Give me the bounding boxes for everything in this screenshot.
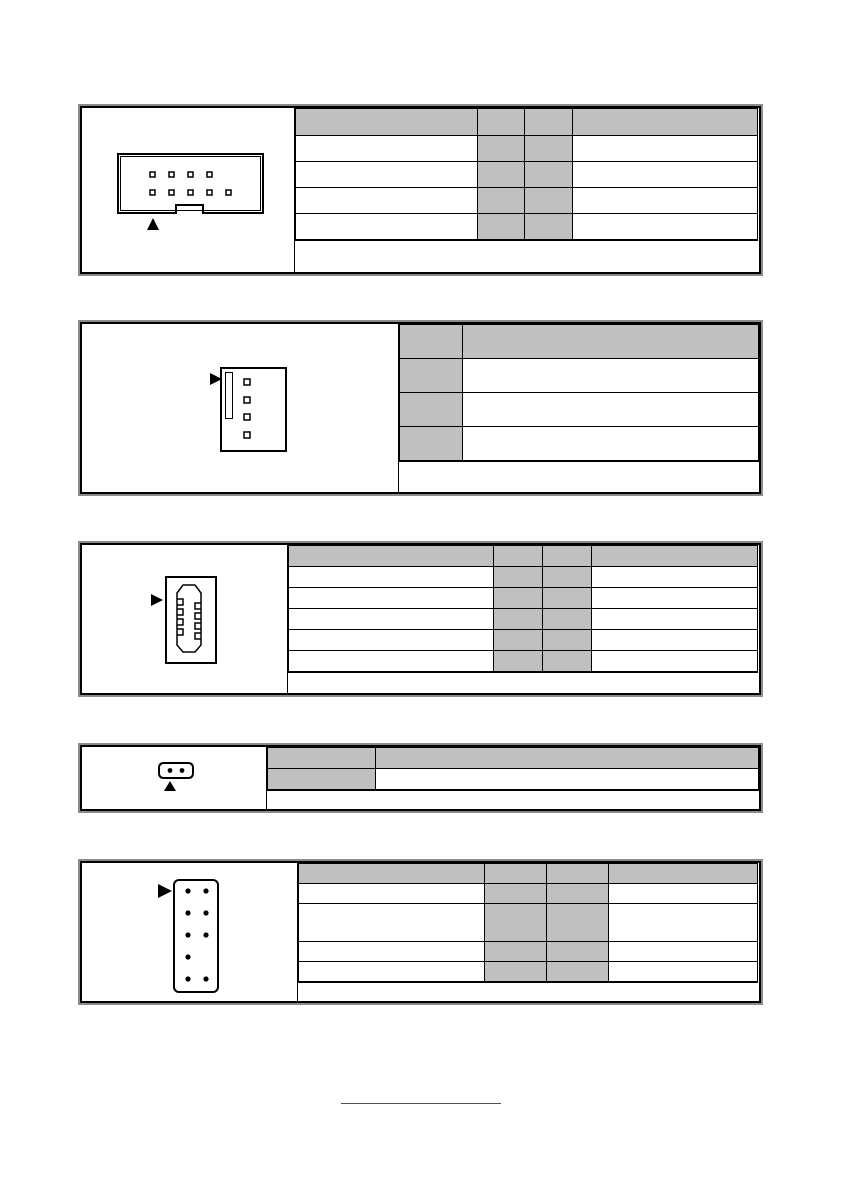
connector-panel-5 (80, 861, 761, 1003)
table-cell (462, 427, 758, 461)
table-cell (543, 588, 592, 609)
table-cell (296, 188, 478, 214)
table-cell (547, 942, 609, 962)
table-cell (485, 942, 547, 962)
table-row (289, 588, 758, 609)
footer-link[interactable] (341, 1103, 501, 1104)
table-cell (478, 188, 525, 214)
table-cell (462, 461, 758, 462)
table-cell (478, 162, 525, 188)
table-cell (462, 359, 758, 393)
table-cell (375, 790, 758, 791)
column-header (478, 109, 525, 136)
table-cell (299, 904, 485, 942)
table-row (296, 188, 758, 214)
table-cell (592, 567, 758, 588)
table-cell (289, 651, 494, 672)
pin1-arrow-icon (147, 218, 159, 230)
table-cell (289, 672, 494, 673)
column-header (289, 546, 494, 567)
connector-diagram (82, 108, 295, 272)
table-cell (592, 609, 758, 630)
table-cell (525, 214, 573, 240)
table-cell (299, 982, 485, 983)
table-row (289, 567, 758, 588)
table-cell (573, 136, 758, 162)
table-cell (573, 162, 758, 188)
connector-diagram (82, 747, 267, 809)
table-row (299, 884, 758, 904)
column-header (485, 864, 547, 884)
column-header (525, 109, 573, 136)
table-cell (462, 393, 758, 427)
column-header (592, 546, 758, 567)
table-cell (494, 588, 543, 609)
sata-port-icon (82, 545, 288, 693)
table-cell (609, 942, 758, 962)
table-cell (400, 461, 463, 462)
table-cell (547, 884, 609, 904)
table-cell (478, 214, 525, 240)
connector-diagram (82, 545, 288, 693)
table-cell (609, 884, 758, 904)
table-cell (547, 962, 609, 982)
column-header (375, 748, 758, 769)
table-cell (478, 136, 525, 162)
table-cell (296, 214, 478, 240)
connector-panel-2 (80, 322, 761, 494)
pin1-arrow-icon (164, 781, 176, 791)
table-row (289, 609, 758, 630)
table-cell (289, 630, 494, 651)
column-header (400, 325, 463, 359)
table-cell (296, 162, 478, 188)
table-cell (609, 904, 758, 942)
4pin-connector-icon (82, 324, 399, 492)
pin-table (288, 545, 758, 673)
column-header (462, 325, 758, 359)
column-header (547, 864, 609, 884)
table-row (268, 790, 759, 791)
table-cell (289, 567, 494, 588)
table-cell (573, 240, 758, 241)
table-row (289, 630, 758, 651)
table-cell (543, 609, 592, 630)
table-row (299, 982, 758, 983)
pin-table (267, 747, 759, 791)
table-cell (485, 982, 547, 983)
connector-panel-4 (80, 745, 761, 811)
table-row (400, 393, 759, 427)
table-row (400, 359, 759, 393)
table-cell (592, 672, 758, 673)
table-cell (289, 588, 494, 609)
column-header (543, 546, 592, 567)
table-cell (525, 136, 573, 162)
table-cell (375, 769, 758, 790)
table-row (299, 904, 758, 942)
table-row (268, 769, 759, 790)
table-cell (296, 240, 478, 241)
pin-table (295, 108, 758, 241)
connector-diagram (82, 324, 399, 492)
table-cell (543, 672, 592, 673)
connector-diagram (82, 863, 298, 1001)
table-cell (268, 769, 376, 790)
table-cell (494, 672, 543, 673)
table-cell (547, 904, 609, 942)
pin1-arrow-icon (158, 884, 172, 898)
table-cell (494, 651, 543, 672)
table-cell (400, 427, 463, 461)
table-cell (485, 962, 547, 982)
table-cell (592, 651, 758, 672)
table-row (289, 672, 758, 673)
table-cell (299, 884, 485, 904)
table-row (299, 962, 758, 982)
table-row (296, 162, 758, 188)
table-cell (592, 630, 758, 651)
table-row (296, 136, 758, 162)
table-cell (485, 884, 547, 904)
column-header (299, 864, 485, 884)
table-cell (494, 567, 543, 588)
table-cell (299, 942, 485, 962)
column-header (268, 748, 376, 769)
table-cell (525, 240, 573, 241)
table-cell (609, 962, 758, 982)
table-cell (543, 567, 592, 588)
column-header (494, 546, 543, 567)
table-cell (525, 162, 573, 188)
table-cell (299, 962, 485, 982)
table-row (296, 240, 758, 241)
table-cell (485, 904, 547, 942)
table-cell (547, 982, 609, 983)
connector-panel-1 (80, 106, 761, 274)
table-row (299, 942, 758, 962)
table-cell (573, 214, 758, 240)
table-cell (296, 136, 478, 162)
table-cell (289, 609, 494, 630)
table-row (400, 461, 759, 462)
pin1-arrow-icon (151, 594, 163, 606)
table-row (296, 214, 758, 240)
box-header-10pin-icon (82, 108, 295, 272)
table-cell (268, 790, 376, 791)
table-cell (573, 188, 758, 214)
pin-table (298, 863, 758, 983)
table-cell (494, 630, 543, 651)
column-header (609, 864, 758, 884)
table-cell (400, 359, 463, 393)
table-cell (494, 609, 543, 630)
table-cell (592, 588, 758, 609)
column-header (296, 109, 478, 136)
table-cell (609, 982, 758, 983)
table-row (400, 427, 759, 461)
connector-panel-3 (80, 543, 761, 695)
2pin-jumper-icon (82, 747, 267, 809)
pin-table (399, 324, 759, 462)
table-cell (478, 240, 525, 241)
table-cell (400, 393, 463, 427)
table-cell (525, 188, 573, 214)
table-row (289, 651, 758, 672)
table-cell (543, 630, 592, 651)
column-header (573, 109, 758, 136)
table-cell (543, 651, 592, 672)
9pin-header-icon (82, 863, 298, 1001)
